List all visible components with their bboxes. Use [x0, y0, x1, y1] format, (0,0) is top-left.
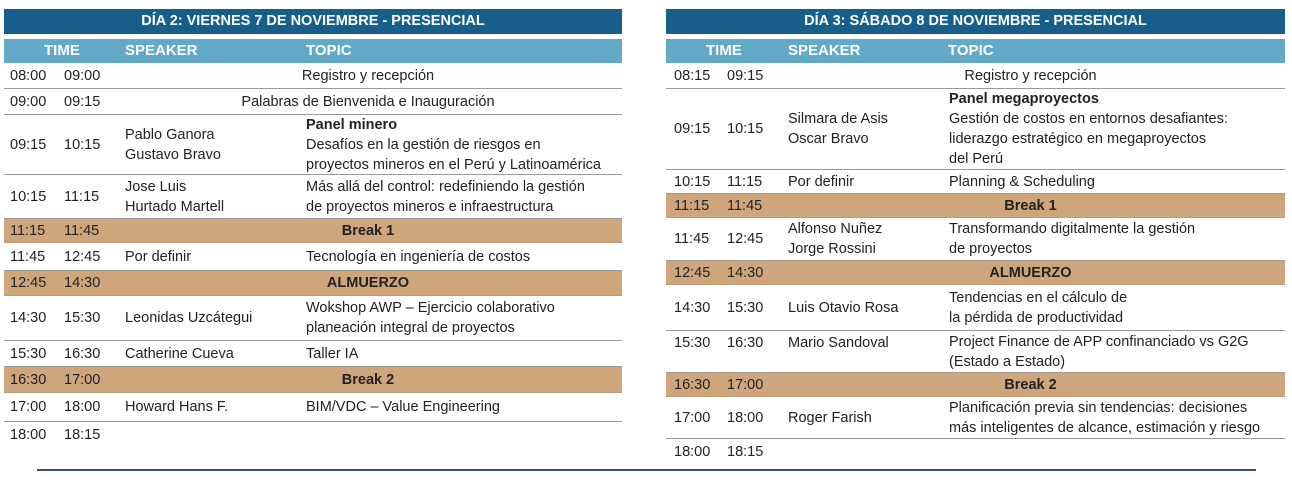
topic-line: Planning & Scheduling [949, 173, 1095, 190]
break-row [666, 373, 1285, 397]
schedule-row [4, 63, 622, 89]
topic-cell [949, 89, 1283, 169]
schedule-row [666, 218, 1285, 261]
schedule-row [666, 439, 1285, 465]
end-time: 16:30 [727, 335, 764, 351]
schedule-row [4, 175, 622, 219]
topic-line: Transformando digitalmente la gestión [949, 221, 1196, 237]
schedule-row [4, 89, 622, 115]
end-time: 18:15 [64, 427, 101, 443]
speaker-name: Luis Otavio Rosa [788, 299, 899, 316]
lunch-label: ALMUERZO [326, 275, 410, 291]
start-time: 12:45 [10, 275, 47, 291]
end-time: 09:15 [727, 67, 764, 84]
topic-line: Desafíos en la gestión de riesgos en [306, 136, 541, 153]
speaker-header: SPEAKER [125, 42, 198, 59]
start-time: 11:15 [674, 197, 710, 214]
day2-column-headers [4, 39, 622, 63]
end-time: 17:00 [64, 371, 101, 388]
topic-header: TOPIC [948, 42, 994, 59]
schedule-row [666, 331, 1285, 373]
topic-cell [306, 175, 622, 218]
end-time: 15:30 [727, 299, 764, 316]
start-time: 11:45 [10, 248, 46, 265]
schedule-row [666, 397, 1285, 439]
break-label: Break 1 [1004, 197, 1057, 214]
start-time: 17:00 [10, 399, 47, 415]
schedule-row [666, 170, 1285, 194]
topic-line: liderazgo estratégico en megaproyectos [949, 131, 1207, 147]
start-time: 15:30 [674, 335, 711, 351]
lunch-label: ALMUERZO [989, 264, 1072, 281]
speaker-name: Leonidas Uzcátegui [125, 310, 253, 326]
topic-line: la pérdida de productividad [949, 309, 1124, 326]
topic-line: Project Finance de APP confinanciado vs G2G [949, 333, 1249, 350]
footer-divider [37, 469, 1256, 471]
end-time: 14:30 [727, 264, 764, 281]
schedule-row [666, 285, 1285, 331]
break-label: Break 2 [1004, 376, 1057, 393]
start-time: 14:30 [674, 299, 711, 316]
topic-line: BIM/VDC – Value Engineering [306, 399, 500, 415]
end-time: 11:15 [727, 173, 763, 190]
topic-heading: Panel megaproyectos [949, 91, 1099, 107]
speaker-name: Gustavo Bravo [125, 146, 221, 163]
day3-title: DÍA 3: SÁBADO 8 DE NOVIEMBRE - PRESENCIAL [666, 9, 1285, 34]
start-time: 11:45 [674, 231, 710, 247]
break-row [666, 194, 1285, 218]
topic-line: Tendencias en el cálculo de [949, 289, 1128, 306]
end-time: 11:45 [727, 197, 763, 214]
speaker-name: Hurtado Martell [125, 198, 225, 215]
schedule-row [666, 89, 1285, 170]
day3-column-headers [666, 39, 1285, 63]
schedule-row [4, 393, 622, 422]
speaker-name: Catherine Cueva [125, 345, 234, 362]
break-row [4, 367, 622, 393]
end-time: 16:30 [64, 345, 101, 362]
start-time: 10:15 [10, 188, 47, 205]
end-time: 18:15 [727, 444, 764, 460]
day3-schedule [666, 9, 1285, 465]
start-time: 12:45 [674, 264, 711, 281]
schedule-row [4, 296, 622, 341]
start-time: 08:00 [10, 67, 47, 84]
start-time: 09:00 [10, 93, 47, 110]
end-time: 09:00 [64, 67, 101, 84]
topic-cell [949, 285, 1283, 330]
start-time: 15:30 [10, 345, 47, 362]
speaker-name: Oscar Bravo [788, 131, 869, 147]
end-time: 11:45 [64, 222, 100, 239]
speaker-cell [788, 218, 948, 260]
topic-line: Wokshop AWP – Ejercicio colaborativo [306, 300, 555, 316]
topic-cell [949, 218, 1283, 260]
speaker-name: Mario Sandoval [788, 335, 889, 351]
topic-line: (Estado a Estado) [949, 353, 1066, 370]
start-time: 08:15 [674, 67, 711, 84]
schedule-row [4, 341, 622, 367]
time-header: TIME [44, 42, 80, 59]
topic-heading: Panel minero [306, 116, 398, 133]
topic-line: Tecnología en ingeniería de costos [306, 248, 531, 265]
end-time: 15:30 [64, 310, 101, 326]
break-row [4, 219, 622, 243]
topic-cell [949, 331, 1283, 372]
speaker-name: Howard Hans F. [125, 399, 229, 415]
topic-line: de proyectos [949, 241, 1033, 257]
topic-line: Gestión de costos en entornos desafiantes: [949, 111, 1228, 127]
end-time: 11:15 [64, 188, 100, 205]
speaker-name: Roger Farish [788, 409, 872, 426]
speaker-name: Jose Luis [125, 178, 187, 195]
topic-line: planeación integral de proyectos [306, 320, 515, 336]
speaker-cell [125, 115, 300, 174]
topic-line: Planificación previa sin tendencias: decisiones [949, 399, 1248, 416]
speaker-cell [788, 89, 948, 169]
end-time: 12:45 [727, 231, 764, 247]
start-time: 16:30 [10, 371, 47, 388]
break-row [4, 271, 622, 296]
topic-line: Taller IA [306, 345, 359, 362]
speaker-name: Alfonso Nuñez [788, 221, 883, 237]
day2-schedule [4, 9, 622, 448]
break-row [666, 261, 1285, 285]
end-time: 18:00 [64, 399, 101, 415]
start-time: 10:15 [674, 173, 711, 190]
break-label: Break 1 [341, 222, 395, 239]
start-time: 09:15 [674, 121, 711, 137]
speaker-name: Por definir [125, 248, 192, 265]
session-title: Registro y recepción [301, 67, 435, 84]
topic-line: del Perú [949, 151, 1004, 167]
speaker-name: Por definir [788, 173, 855, 190]
end-time: 14:30 [64, 275, 101, 291]
speaker-cell [125, 175, 300, 218]
time-header: TIME [706, 42, 742, 59]
topic-line: de proyectos mineros e infraestructura [306, 198, 554, 215]
schedule-row [4, 115, 622, 175]
start-time: 09:15 [10, 136, 47, 153]
topic-header: TOPIC [306, 42, 352, 59]
end-time: 18:00 [727, 409, 764, 426]
session-title: Palabras de Bienvenida e Inauguración [241, 93, 495, 110]
start-time: 14:30 [10, 310, 47, 326]
speaker-name: Pablo Ganora [125, 126, 215, 143]
start-time: 18:00 [674, 444, 711, 460]
schedule-row [666, 63, 1285, 89]
topic-line: Más allá del control: redefiniendo la gestión [306, 178, 585, 195]
start-time: 18:00 [10, 427, 47, 443]
end-time: 17:00 [727, 376, 764, 393]
topic-cell [949, 397, 1283, 438]
topic-cell [306, 115, 622, 174]
day2-title: DÍA 2: VIERNES 7 DE NOVIEMBRE - PRESENCIAL [4, 9, 622, 34]
schedule-row [4, 422, 622, 448]
end-time: 12:45 [64, 248, 101, 265]
topic-line: más inteligentes de alcance, estimación y riesgo [949, 419, 1261, 436]
topic-line: proyectos mineros en el Perú y Latinoamérica [306, 156, 601, 173]
start-time: 17:00 [674, 409, 711, 426]
start-time: 11:15 [10, 222, 46, 239]
session-title: Registro y recepción [964, 67, 1097, 84]
speaker-name: Jorge Rossini [788, 241, 876, 257]
schedule-row [4, 243, 622, 271]
start-time: 16:30 [674, 376, 711, 393]
end-time: 09:15 [64, 93, 101, 110]
topic-cell [306, 296, 622, 340]
end-time: 10:15 [64, 136, 101, 153]
speaker-header: SPEAKER [788, 42, 861, 59]
speaker-name: Silmara de Asis [788, 111, 888, 127]
break-label: Break 2 [341, 371, 395, 388]
end-time: 10:15 [727, 121, 764, 137]
